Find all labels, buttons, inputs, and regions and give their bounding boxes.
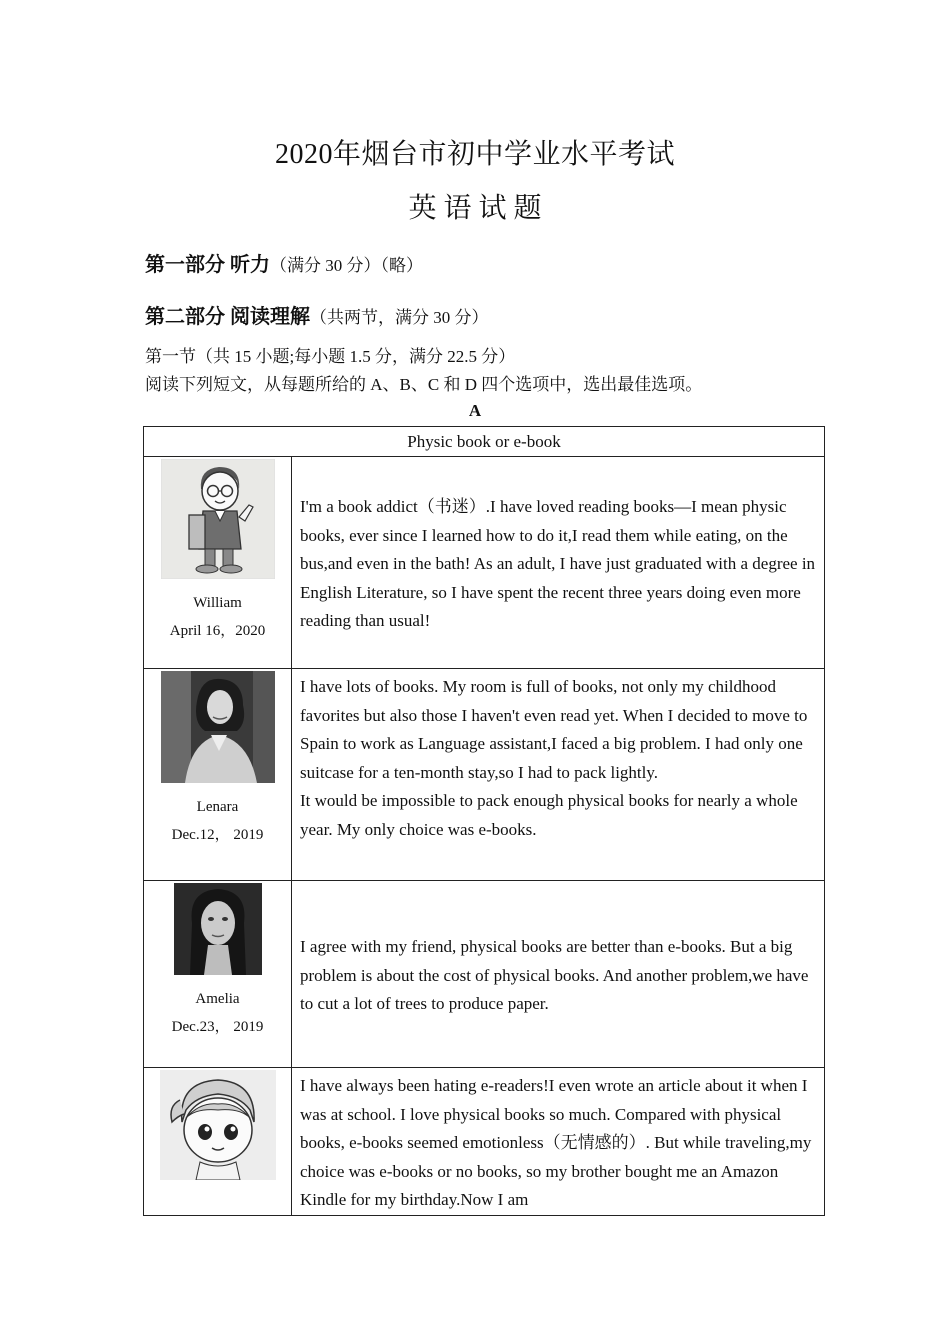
author-cell	[144, 669, 292, 881]
part2-note: （共两节，满分 30 分）	[310, 308, 489, 327]
author-cell	[144, 457, 292, 669]
post-body: I agree with my friend, physical books are better than e-books. But a big problem is about the cost of physical books. And another problem,we have to cut a lot of trees to produce paper.	[300, 937, 809, 1014]
post-body: I'm a book addict（书迷）.I have loved reading books—I mean physic books, ever since I learned how to do it,I read them while eating, on the bus,and even in the bath! As an adult, I have just graduated with a degree in English Literature, so I have spent the recent three years doing even more reading than usual!	[300, 497, 816, 631]
exam-subtitle: 英 语 试 题	[408, 193, 542, 224]
woman-photo-icon	[161, 671, 275, 783]
girl-portrait-photo-icon	[174, 883, 262, 975]
post-date: Dec.12， 2019	[171, 827, 264, 843]
author-name: Lenara	[196, 799, 239, 815]
table-row	[144, 669, 825, 881]
post-body: I have always been hating e-readers!I even wrote an article about it when I was at school. I love physical books so much. Compared with physical books, e-books seemed emotionless（无情感的）. But while traveling,my choice was e-books or no books, so my brother bought me an Amazon Kindle for my birthday.Now I am	[300, 1076, 812, 1210]
post-text	[292, 1068, 825, 1216]
author-cell	[144, 1068, 292, 1216]
part1-heading	[145, 248, 423, 277]
part2-heading	[145, 300, 489, 329]
table-row	[144, 1068, 825, 1216]
exam-title: 2020年烟台市初中学业水平考试	[274, 139, 675, 170]
post-date: April 16，2020	[169, 623, 266, 639]
post-date: Dec.23， 2019	[171, 1019, 264, 1035]
passage-label: A	[468, 401, 482, 420]
passage-table	[143, 426, 825, 1216]
author-name: Amelia	[195, 991, 240, 1007]
cartoon-boy-with-book-icon	[161, 459, 275, 579]
part1-title: 第一部分 听力	[145, 254, 270, 276]
cartoon-girl-icon	[160, 1070, 276, 1180]
table-row	[144, 457, 825, 669]
post-body: I have lots of books. My room is full of books, not only my childhood favorites but also those I haven't even read yet. When I decided to move to Spain to work as Language assistant,I faced a big problem. I had only one suitcase for a ten-month stay,so I had to pack lightly.	[300, 677, 808, 782]
post-text	[292, 669, 825, 881]
post-text	[292, 457, 825, 669]
author-name: William	[193, 595, 242, 611]
post-body-continued: It would be impossible to pack enough physical books for nearly a whole year. My only choice was e-books.	[300, 791, 798, 839]
table-header: Physic book or e-book	[144, 427, 825, 457]
post-text	[292, 881, 825, 1068]
section1-directions: 阅读下列短文，从每题所给的 A、B、C 和 D 四个选项中，选出最佳选项。	[145, 375, 703, 394]
author-cell	[144, 881, 292, 1068]
section1-instructions: 第一节（共 15 小题;每小题 1.5 分，满分 22.5 分）	[145, 347, 516, 366]
part1-note: （满分 30 分）（略）	[270, 256, 423, 275]
table-row	[144, 881, 825, 1068]
part2-title: 第二部分 阅读理解	[145, 306, 310, 328]
